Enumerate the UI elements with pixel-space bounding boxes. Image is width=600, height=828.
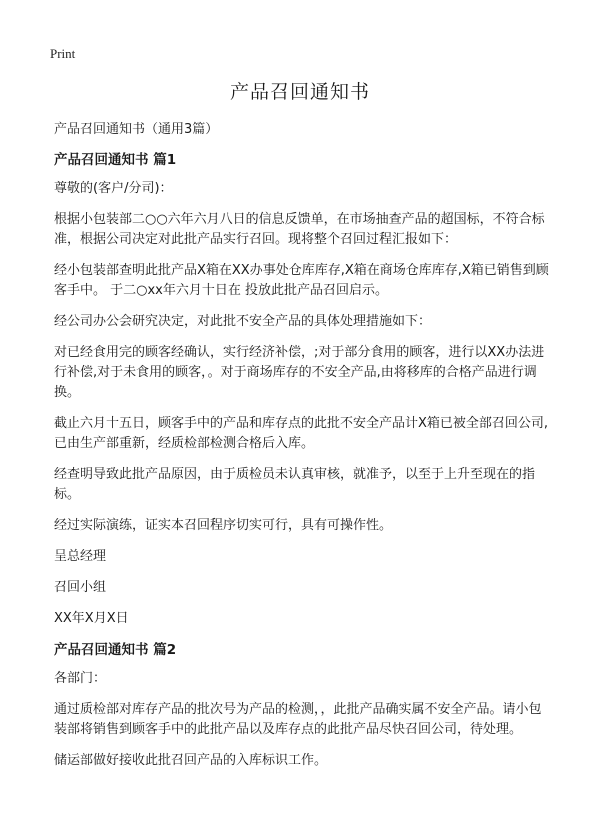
- paragraph: 各部门：: [54, 671, 107, 686]
- paragraph: 截止六月十五日，顾客手中的产品和库存点的此批不安全产品计X箱已被全部召回公司,已由生产部重新，经质检部检测合格后入库。: [54, 416, 549, 451]
- signature-recipient: 呈总经理: [54, 549, 107, 564]
- paragraph: 经查明导致此批产品原因，由于质检员未认真审核，就准予，以至于上升至现在的指标。: [54, 467, 536, 502]
- section-heading: 产品召回通知书 篇1: [54, 152, 177, 168]
- section-heading: 产品召回通知书 篇2: [54, 642, 177, 658]
- section-2: [54, 640, 554, 771]
- page-title: 产品召回通知书: [229, 81, 370, 103]
- paragraph: 经过实际演练，证实本召回程序切实可行，具有可操作性。: [54, 518, 393, 533]
- document-subtitle: 产品召回通知书（通用3篇）: [54, 122, 219, 137]
- paragraph: 对已经食用完的顾客经确认，实行经济补偿，;对于部分食用的顾客，进行以XX办法进行补偿,对于未食用的顾客，。对于商场库存的不安全产品,由将移库的合格产品进行调换。: [54, 345, 545, 400]
- paragraph: 通过质检部对库存产品的批次号为产品的检测，，此批产品确实属不安全产品。请小包装部将销售到顾客手中的此批产品以及库存点的此批产品尽快召回公司，待处理。: [54, 702, 542, 737]
- print-link[interactable]: Print: [50, 46, 76, 61]
- paragraph: 储运部做好接收此批召回产品的入库标识工作。: [54, 753, 328, 768]
- section-1: [54, 150, 554, 629]
- document-body: [54, 150, 554, 782]
- paragraph: 经公司办公会研究决定，对此批不安全产品的具体处理措施如下：: [54, 314, 432, 329]
- paragraph: 根据小包装部二○○六年六月八日的信息反馈单，在市场抽查产品的超国标，不符合标准，根据公司决定对此批产品实行召回。现将整个召回过程汇报如下：: [54, 212, 545, 247]
- paragraph: 尊敬的(客户/分司)：: [54, 181, 173, 196]
- signature-team: 召回小组: [54, 580, 107, 595]
- signature-date: XX年X月X日: [54, 611, 129, 626]
- paragraph: 经小包装部查明此批产品X箱在XX办事处仓库库存,X箱在商场仓库库存,X箱已销售到顾客手中。 于二○xx年六月十日在 投放此批产品召回启示。: [54, 263, 549, 298]
